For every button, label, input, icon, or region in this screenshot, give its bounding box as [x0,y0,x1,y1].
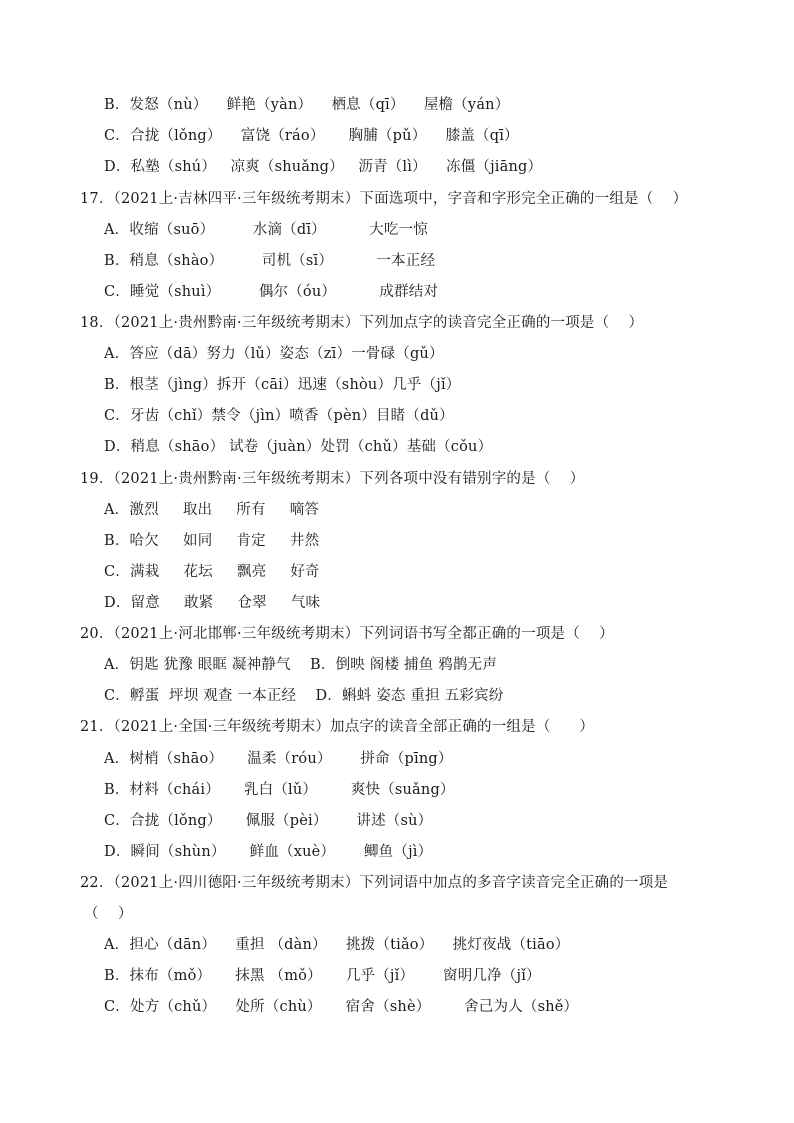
option-line: C．牙齿（chǐ）禁令（jìn）喷香（pèn）目睹（dǔ） [104,408,454,424]
option-line: C．处方（chǔ） 处所（chù） 宿舍（shè） 舍己为人（shě） [104,999,579,1015]
option-line: D．稍息（shāo） 试卷（juàn）处罚（chǔ）基础（cǒu） [104,439,493,455]
option-line: A．担心（dān） 重担 （dàn） 挑拨（tiǎo） 挑灯夜战（tiāo） [104,937,570,953]
option-line: B．稍息（shào） 司机（sī） 一本正经 [104,253,436,269]
option-line: A．激烈 取出 所有 嘀答 [104,502,320,518]
question-17: 17．（2021上·吉林四平·三年级统考期末）下面选项中，字音和字形完全正确的一组是（ ） [80,191,688,207]
question-22: 22．（2021上·四川德阳·三年级统考期末）下列词语中加点的多音字读音完全正确的一项是 [80,875,669,891]
question-19: 19．（2021上·贵州黔南·三年级统考期末）下列各项中没有错别字的是（ ） [80,471,585,487]
option-line: A．钥匙 犹豫 眼眶 凝神静气 B．倒映 阁楼 捕鱼 鸦鹊无声 [104,657,498,673]
answer-bracket: （ ） [84,906,133,922]
option-line: C．合拢（lǒng） 富饶（ráo） 胸脯（pǔ） 膝盖（qī） [104,128,519,144]
option-line: B．根茎（jìng）拆开（cāi）迅速（shòu）几乎（jǐ） [104,377,461,393]
question-21: 21．（2021上·全国·三年级统考期末）加点字的读音全部正确的一组是（ ） [80,719,595,735]
option-line: C．满栽 花坛 飘亮 好奇 [104,564,320,580]
option-line: C．合拢（lǒng） 佩服（pèi） 讲述（sù） [104,813,433,829]
option-line: A．答应（dā）努力（lǔ）姿态（zī）一骨碌（gǔ） [104,346,444,362]
question-18: 18．（2021上·贵州黔南·三年级统考期末）下列加点字的读音完全正确的一项是（ ） [80,315,644,331]
option-line: B．材料（chái） 乳白（lǔ） 爽快（suǎng） [104,782,455,798]
option-line: C．睡觉（shuì） 偶尔（óu） 成群结对 [104,284,439,300]
option-line: C．孵蛋 坪坝 观查 一本正经 D．蝌蚪 姿态 重担 五彩宾纷 [104,688,504,704]
option-line: D．留意 敢紧 仓翠 气味 [104,595,321,611]
option-line: B．抹布（mǒ） 抹黑 （mǒ） 几乎（jǐ） 窗明几净（jǐ） [104,968,541,984]
question-20: 20．（2021上·河北邯郸·三年级统考期末）下列词语书写全都正确的一项是（ ） [80,626,614,642]
option-line: B．发怒（nù） 鲜艳（yàn） 栖息（qī） 屋檐（yán） [104,97,510,113]
option-line: B．哈欠 如同 肯定 井然 [104,533,320,549]
option-line: D．私塾（shú） 凉爽（shuǎng） 沥青（lì） 冻僵（jiāng） [104,159,543,175]
option-line: D．瞬间（shùn） 鲜血（xuè） 鲫鱼（jì） [104,844,433,860]
option-line: A．树梢（shāo） 温柔（róu） 拼命（pīng） [104,751,453,767]
option-line: A．收缩（suō） 水滴（dī） 大吃一惊 [104,222,428,238]
